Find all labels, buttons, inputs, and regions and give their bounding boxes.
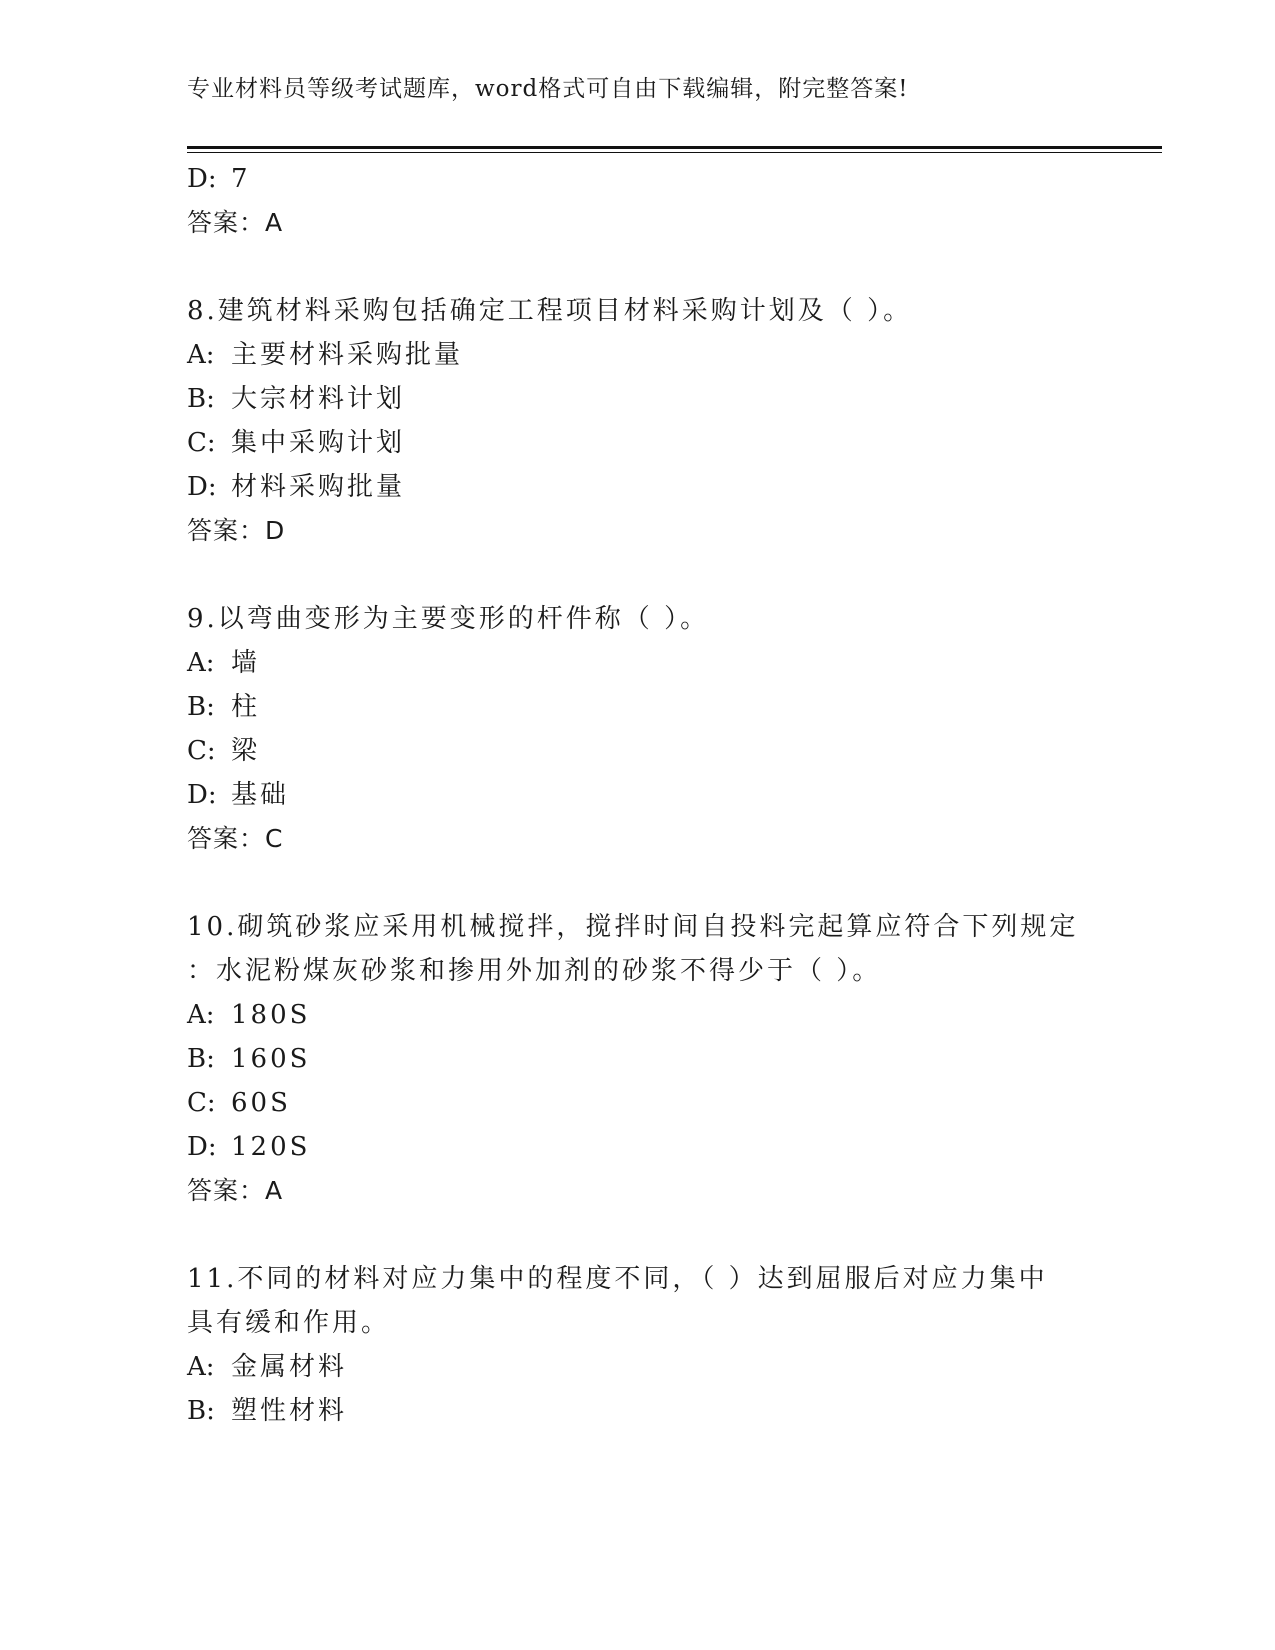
answer-line: 答案：D bbox=[187, 516, 286, 545]
option-text: 梁 bbox=[231, 736, 261, 766]
question-stem-continued: ：水泥粉煤灰砂浆和掺用外加剂的砂浆不得少于（ ）。 bbox=[187, 956, 882, 986]
question-stem: 11.不同的材料对应力集中的程度不同，（ ）达到屈服后对应力集中 bbox=[187, 1264, 1048, 1294]
option-key: B: bbox=[187, 1396, 215, 1426]
option-key: B: bbox=[187, 384, 215, 414]
option-b bbox=[187, 1395, 347, 1427]
option-text: 180S bbox=[231, 1000, 311, 1030]
option-text: 集中采购计划 bbox=[231, 428, 406, 458]
option-text: 塑性材料 bbox=[231, 1396, 348, 1426]
option-text: 基础 bbox=[231, 780, 290, 810]
option-a bbox=[187, 1351, 347, 1383]
answer-line: 答案：A bbox=[187, 208, 284, 237]
option-c bbox=[187, 1087, 291, 1119]
header-rule-thin bbox=[187, 152, 1162, 153]
option-text: 材料采购批量 bbox=[231, 472, 406, 502]
option-b bbox=[187, 691, 260, 723]
option-text: 60S bbox=[231, 1088, 291, 1118]
option-text: 金属材料 bbox=[231, 1352, 348, 1382]
option-text: 大宗材料计划 bbox=[231, 384, 406, 414]
option-key: B: bbox=[187, 692, 215, 722]
option-key: C: bbox=[187, 1088, 216, 1118]
option-key: C: bbox=[187, 736, 216, 766]
option-text: 柱 bbox=[231, 692, 261, 722]
option-key: D: bbox=[187, 780, 217, 810]
option-text: 120S bbox=[231, 1132, 311, 1162]
question-stem: 10.砌筑砂浆应采用机械搅拌，搅拌时间自投料完起算应符合下列规定 bbox=[187, 912, 1079, 942]
header-rule-thick bbox=[187, 146, 1162, 149]
option-text: 主要材料采购批量 bbox=[231, 340, 464, 370]
option-d bbox=[187, 471, 405, 503]
option-key: D: bbox=[187, 164, 217, 194]
option-a bbox=[187, 999, 310, 1031]
option-text: 160S bbox=[231, 1044, 311, 1074]
option-a bbox=[187, 339, 463, 371]
question-stem: 8.建筑材料采购包括确定工程项目材料采购计划及（ ）。 bbox=[187, 296, 913, 326]
option-key: A: bbox=[187, 340, 215, 370]
question-stem-continued: 具有缓和作用。 bbox=[187, 1308, 391, 1338]
option-key: A: bbox=[187, 1000, 215, 1030]
option-key: B: bbox=[187, 1044, 215, 1074]
page-header: 专业材料员等级考试题库，word格式可自由下载编辑，附完整答案! bbox=[187, 76, 909, 102]
option-b bbox=[187, 1043, 310, 1075]
option-text: 墙 bbox=[231, 648, 261, 678]
option-key: D: bbox=[187, 1132, 217, 1162]
option-key: A: bbox=[187, 1352, 215, 1382]
option-b bbox=[187, 383, 405, 415]
option-a bbox=[187, 647, 260, 679]
option-d bbox=[187, 779, 289, 811]
option-key: D: bbox=[187, 472, 217, 502]
option-c bbox=[187, 735, 260, 767]
option-d bbox=[187, 163, 251, 195]
answer-line: 答案：C bbox=[187, 824, 284, 853]
answer-line: 答案：A bbox=[187, 1176, 284, 1205]
option-c bbox=[187, 427, 405, 459]
question-stem: 9.以弯曲变形为主要变形的杆件称（ ）。 bbox=[187, 604, 710, 634]
option-key: A: bbox=[187, 648, 215, 678]
option-key: C: bbox=[187, 428, 216, 458]
option-text: 7 bbox=[231, 164, 251, 194]
option-d bbox=[187, 1131, 310, 1163]
